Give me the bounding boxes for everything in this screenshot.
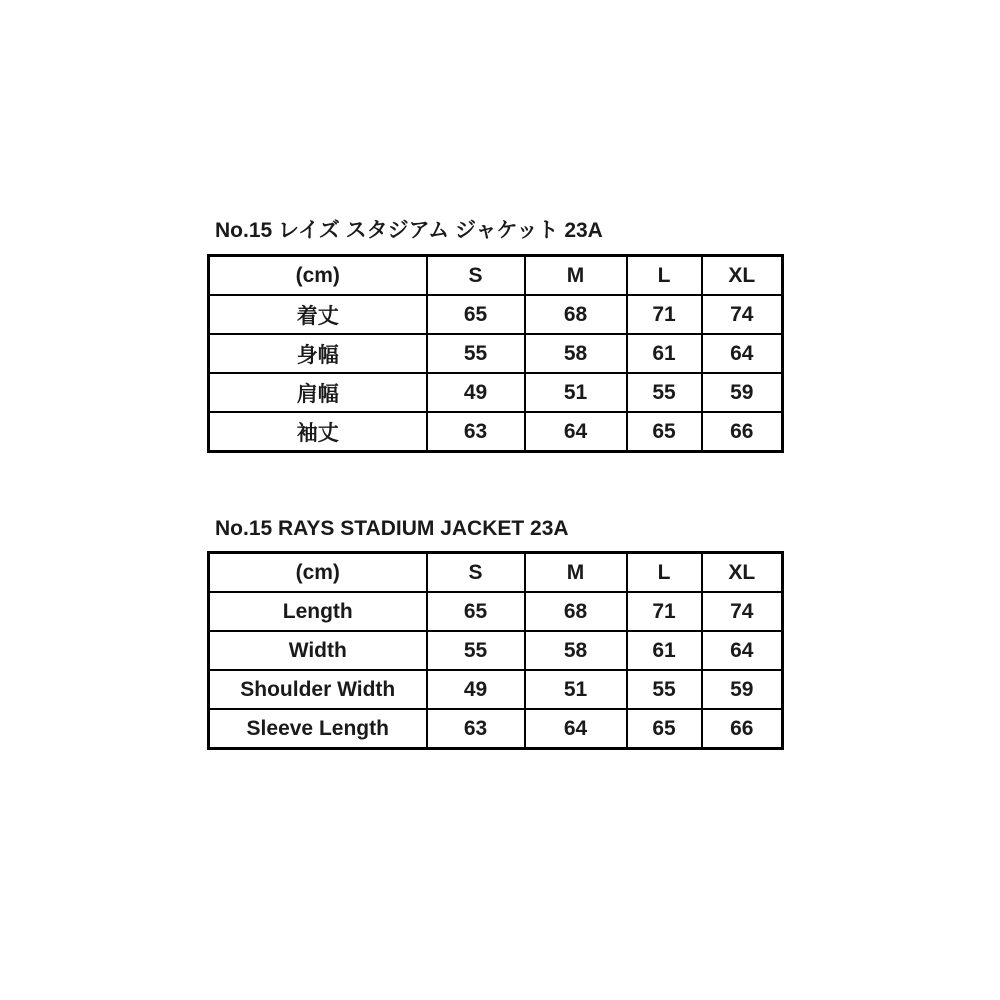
unit-header-cell: (cm) (209, 553, 427, 593)
size-table-japanese (207, 254, 784, 453)
size-header-xl: XL (702, 256, 783, 296)
size-value-cell: 63 (427, 709, 525, 749)
size-value-cell: 64 (525, 709, 627, 749)
size-table-english (207, 551, 784, 750)
size-value-cell: 74 (702, 592, 783, 631)
size-value-cell: 68 (525, 295, 627, 334)
size-header-l: L (627, 553, 702, 593)
size-value-cell: 59 (702, 670, 783, 709)
table-title-english: No.15 RAYS STADIUM JACKET 23A (215, 517, 569, 540)
table-row (209, 295, 783, 334)
size-value-cell: 68 (525, 592, 627, 631)
unit-header-cell: (cm) (209, 256, 427, 296)
row-label-cell: Length (209, 592, 427, 631)
table-row (209, 631, 783, 670)
row-label-cell: Width (209, 631, 427, 670)
size-value-cell: 59 (702, 373, 783, 412)
size-value-cell: 55 (427, 334, 525, 373)
row-label-cell: Sleeve Length (209, 709, 427, 749)
size-value-cell: 58 (525, 334, 627, 373)
size-value-cell: 51 (525, 373, 627, 412)
size-value-cell: 55 (627, 373, 702, 412)
size-value-cell: 71 (627, 592, 702, 631)
table-title-japanese: No.15 レイズ スタジアム ジャケット 23A (215, 219, 603, 242)
size-value-cell: 65 (627, 709, 702, 749)
size-value-cell: 65 (427, 295, 525, 334)
size-value-cell: 61 (627, 334, 702, 373)
size-value-cell: 51 (525, 670, 627, 709)
row-label-cell: 肩幅 (209, 373, 427, 412)
size-value-cell: 64 (702, 334, 783, 373)
size-value-cell: 64 (702, 631, 783, 670)
size-header-xl: XL (702, 553, 783, 593)
table-row (209, 670, 783, 709)
size-value-cell: 71 (627, 295, 702, 334)
row-label-cell: Shoulder Width (209, 670, 427, 709)
size-value-cell: 55 (427, 631, 525, 670)
table-row (209, 373, 783, 412)
table-row (209, 334, 783, 373)
table-header-row (209, 256, 783, 296)
size-value-cell: 64 (525, 412, 627, 452)
size-value-cell: 55 (627, 670, 702, 709)
row-label-cell: 袖丈 (209, 412, 427, 452)
table-row (209, 592, 783, 631)
table-row (209, 709, 783, 749)
row-label-cell: 着丈 (209, 295, 427, 334)
size-header-l: L (627, 256, 702, 296)
size-value-cell: 49 (427, 670, 525, 709)
size-value-cell: 66 (702, 709, 783, 749)
size-header-m: M (525, 256, 627, 296)
size-value-cell: 63 (427, 412, 525, 452)
row-label-cell: 身幅 (209, 334, 427, 373)
table-header-row (209, 553, 783, 593)
size-value-cell: 66 (702, 412, 783, 452)
size-value-cell: 74 (702, 295, 783, 334)
size-value-cell: 65 (427, 592, 525, 631)
size-value-cell: 58 (525, 631, 627, 670)
size-value-cell: 65 (627, 412, 702, 452)
size-value-cell: 61 (627, 631, 702, 670)
size-header-s: S (427, 553, 525, 593)
size-header-s: S (427, 256, 525, 296)
table-row (209, 412, 783, 452)
size-header-m: M (525, 553, 627, 593)
size-value-cell: 49 (427, 373, 525, 412)
